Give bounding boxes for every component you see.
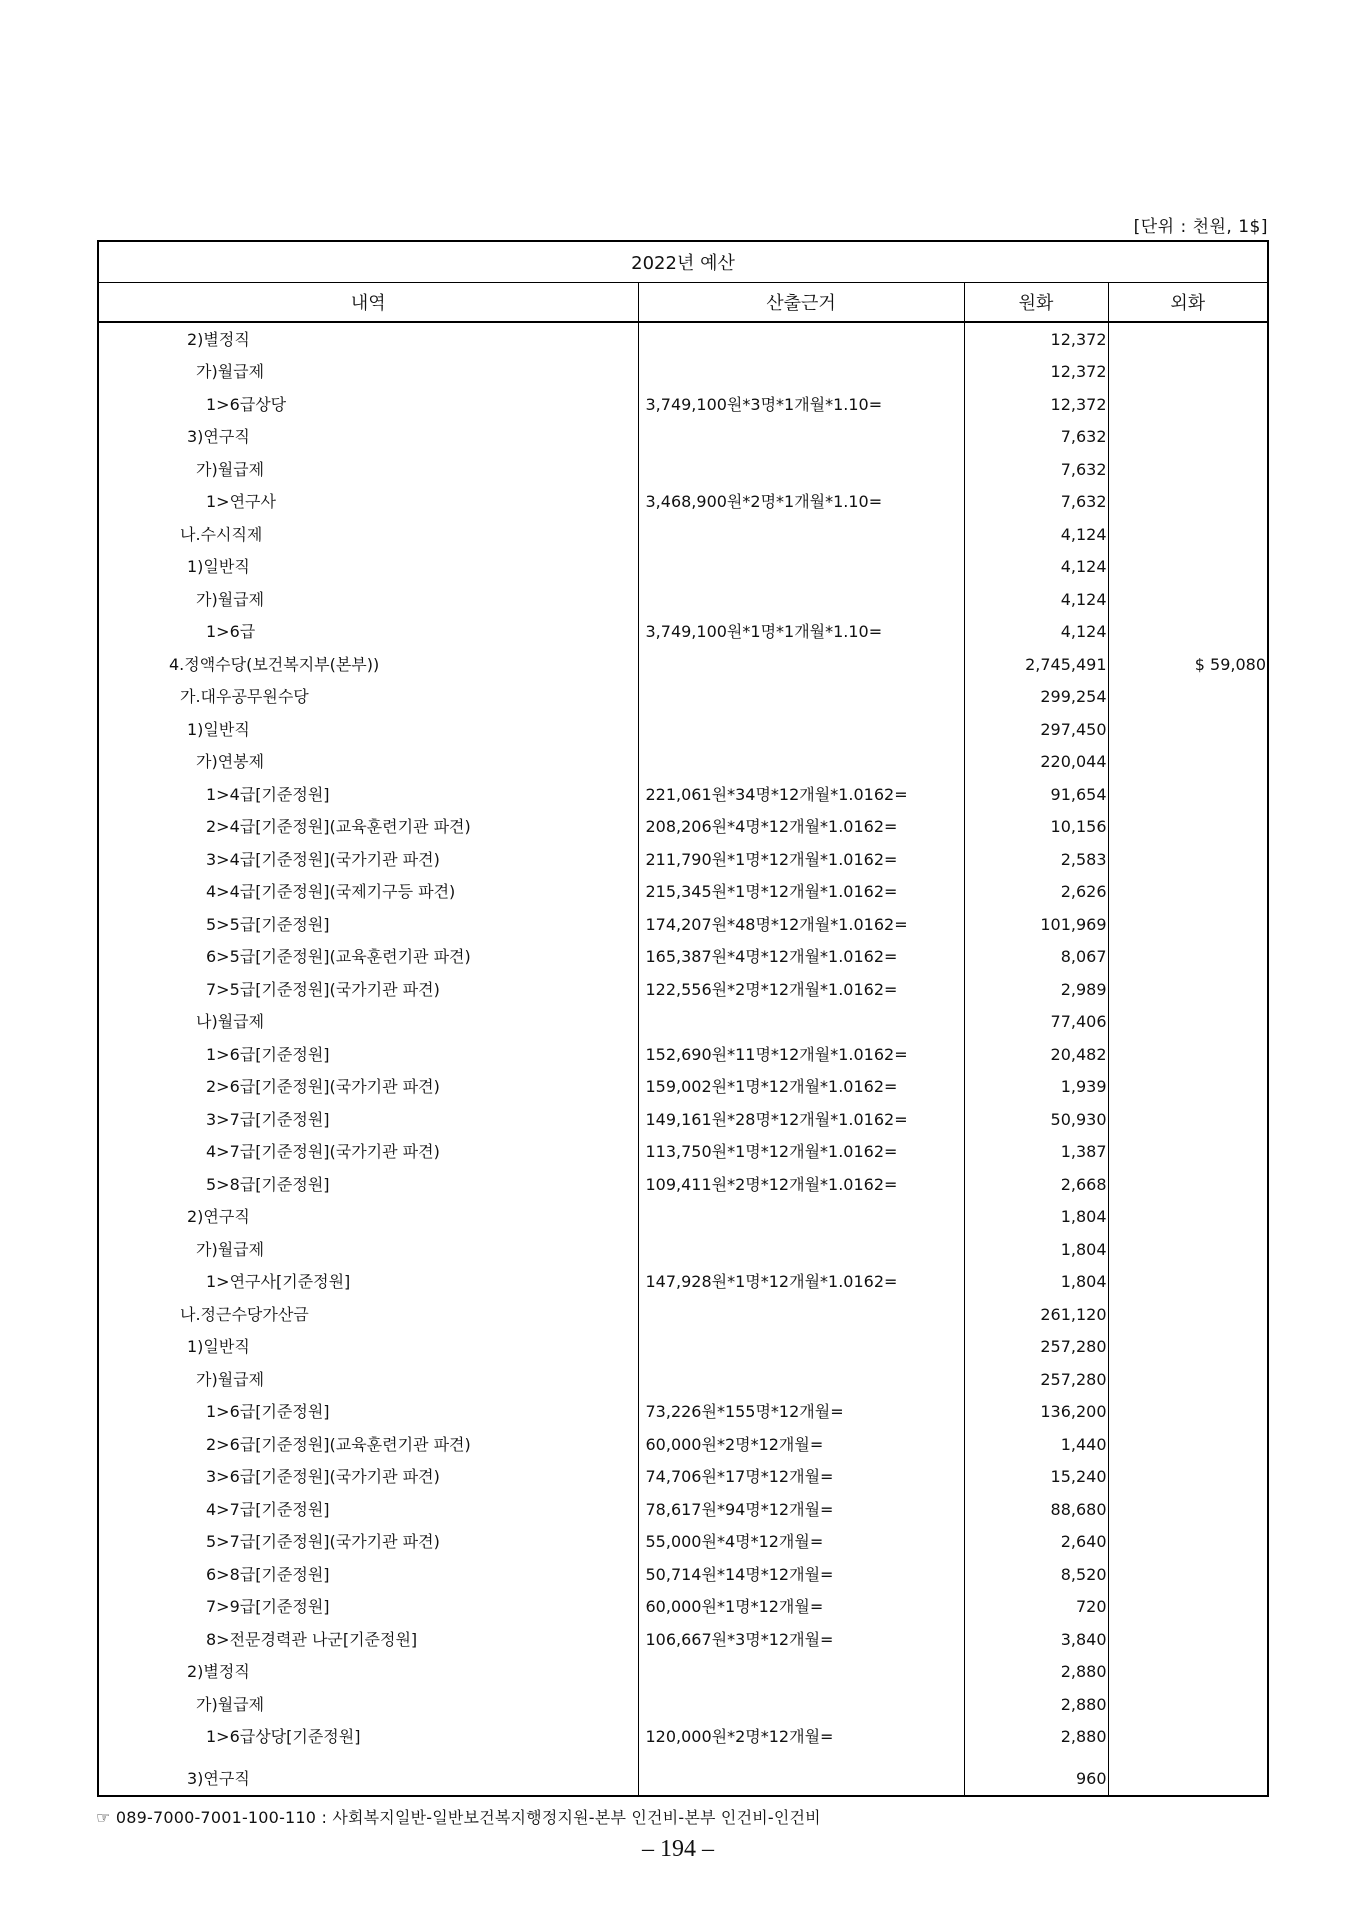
- row-krw: 7,632: [964, 486, 1108, 519]
- row-fx: [1108, 1623, 1268, 1656]
- table-row: [98, 322, 1268, 356]
- row-fx: [1108, 908, 1268, 941]
- row-basis: 159,002원*1명*12개월*1.0162=: [638, 1071, 964, 1104]
- row-krw: 2,989: [964, 973, 1108, 1006]
- row-basis: 174,207원*48명*12개월*1.0162=: [638, 908, 964, 941]
- table-row: [98, 713, 1268, 746]
- row-fx: [1108, 616, 1268, 649]
- table-row: [98, 1493, 1268, 1526]
- row-fx: [1108, 1721, 1268, 1754]
- row-basis: 221,061원*34명*12개월*1.0162=: [638, 778, 964, 811]
- table-row: [98, 681, 1268, 714]
- row-item: 가.대우공무원수당: [98, 681, 638, 714]
- row-basis: 3,749,100원*3명*1개월*1.10=: [638, 388, 964, 421]
- table-row: [98, 388, 1268, 421]
- row-krw: 2,640: [964, 1526, 1108, 1559]
- table-row: [98, 843, 1268, 876]
- row-fx: [1108, 778, 1268, 811]
- row-item: 나.정근수당가산금: [98, 1298, 638, 1331]
- page-number: – 194 –: [642, 1836, 714, 1862]
- row-fx: [1108, 1493, 1268, 1526]
- row-basis: [638, 356, 964, 389]
- row-krw: 297,450: [964, 713, 1108, 746]
- row-item: 나.수시직제: [98, 518, 638, 551]
- unit-note: [단위 : 천원, 1$]: [1133, 217, 1268, 237]
- row-fx: [1108, 811, 1268, 844]
- row-krw: 4,124: [964, 616, 1108, 649]
- row-krw: 2,745,491: [964, 648, 1108, 681]
- row-fx: [1108, 583, 1268, 616]
- row-item: 3)연구직: [98, 421, 638, 454]
- row-basis: [638, 1753, 964, 1796]
- row-krw: 12,372: [964, 322, 1108, 356]
- table-row: [98, 1591, 1268, 1624]
- row-item: 7>5급[기준정원](국가기관 파견): [98, 973, 638, 1006]
- row-basis: [638, 551, 964, 584]
- row-krw: 960: [964, 1753, 1108, 1796]
- row-krw: 10,156: [964, 811, 1108, 844]
- row-fx: [1108, 1006, 1268, 1039]
- row-basis: 152,690원*11명*12개월*1.0162=: [638, 1038, 964, 1071]
- row-krw: 20,482: [964, 1038, 1108, 1071]
- table-row: [98, 356, 1268, 389]
- row-fx: [1108, 1461, 1268, 1494]
- table-row: [98, 1331, 1268, 1364]
- row-fx: [1108, 843, 1268, 876]
- footnote: ☞ 089-7000-7001-100-110 : 사회복지일반-일반보건복지행정지원-본부 인건비-본부 인건비-인건비: [96, 1808, 821, 1827]
- row-fx: [1108, 421, 1268, 454]
- row-item: 1>6급: [98, 616, 638, 649]
- row-basis: 73,226원*155명*12개월=: [638, 1396, 964, 1429]
- table-row: [98, 1103, 1268, 1136]
- row-basis: [638, 1006, 964, 1039]
- row-item: 1>6급[기준정원]: [98, 1038, 638, 1071]
- row-krw: 101,969: [964, 908, 1108, 941]
- table-row: [98, 1266, 1268, 1299]
- row-fx: [1108, 551, 1268, 584]
- row-krw: 8,067: [964, 941, 1108, 974]
- table-row: [98, 746, 1268, 779]
- row-item: 1>4급[기준정원]: [98, 778, 638, 811]
- row-item: 5>8급[기준정원]: [98, 1168, 638, 1201]
- row-fx: [1108, 1233, 1268, 1266]
- col-header-krw: 원화: [964, 283, 1108, 323]
- row-krw: 88,680: [964, 1493, 1108, 1526]
- row-basis: 3,468,900원*2명*1개월*1.10=: [638, 486, 964, 519]
- row-item: 4>7급[기준정원](국가기관 파견): [98, 1136, 638, 1169]
- row-basis: 215,345원*1명*12개월*1.0162=: [638, 876, 964, 909]
- row-basis: [638, 421, 964, 454]
- row-krw: 8,520: [964, 1558, 1108, 1591]
- row-item: 가)월급제: [98, 583, 638, 616]
- table-row: [98, 1298, 1268, 1331]
- row-fx: [1108, 713, 1268, 746]
- row-item: 6>5급[기준정원](교육훈련기관 파견): [98, 941, 638, 974]
- table-row: [98, 616, 1268, 649]
- row-fx: [1108, 681, 1268, 714]
- row-item: 4>4급[기준정원](국제기구등 파견): [98, 876, 638, 909]
- row-basis: 165,387원*4명*12개월*1.0162=: [638, 941, 964, 974]
- table-row: [98, 1721, 1268, 1754]
- row-krw: 1,804: [964, 1266, 1108, 1299]
- row-fx: [1108, 1103, 1268, 1136]
- col-header-basis: 산출근거: [638, 283, 964, 323]
- row-item: 2>6급[기준정원](국가기관 파견): [98, 1071, 638, 1104]
- table-row: [98, 1623, 1268, 1656]
- row-basis: 208,206원*4명*12개월*1.0162=: [638, 811, 964, 844]
- row-krw: 2,583: [964, 843, 1108, 876]
- row-basis: [638, 1201, 964, 1234]
- table-row: [98, 421, 1268, 454]
- row-basis: 60,000원*1명*12개월=: [638, 1591, 964, 1624]
- row-basis: 55,000원*4명*12개월=: [638, 1526, 964, 1559]
- row-basis: 74,706원*17명*12개월=: [638, 1461, 964, 1494]
- table-row: [98, 1006, 1268, 1039]
- row-item: 나)월급제: [98, 1006, 638, 1039]
- row-item: 가)월급제: [98, 356, 638, 389]
- row-basis: [638, 1656, 964, 1689]
- row-basis: 120,000원*2명*12개월=: [638, 1721, 964, 1754]
- row-item: 2)별정직: [98, 322, 638, 356]
- row-item: 가)월급제: [98, 1688, 638, 1721]
- row-krw: 4,124: [964, 583, 1108, 616]
- row-item: 1>6급상당: [98, 388, 638, 421]
- table-row: [98, 518, 1268, 551]
- table-row: [98, 453, 1268, 486]
- row-fx: [1108, 1363, 1268, 1396]
- row-basis: [638, 583, 964, 616]
- row-krw: 77,406: [964, 1006, 1108, 1039]
- table-row: [98, 1233, 1268, 1266]
- row-basis: [638, 1363, 964, 1396]
- col-header-item: 내역: [98, 283, 638, 323]
- row-basis: [638, 518, 964, 551]
- row-krw: 1,804: [964, 1201, 1108, 1234]
- row-krw: 1,939: [964, 1071, 1108, 1104]
- table-row: [98, 648, 1268, 681]
- table-row: [98, 1558, 1268, 1591]
- row-basis: 106,667원*3명*12개월=: [638, 1623, 964, 1656]
- row-basis: 78,617원*94명*12개월=: [638, 1493, 964, 1526]
- row-basis: [638, 746, 964, 779]
- table-row: [98, 973, 1268, 1006]
- row-krw: 12,372: [964, 356, 1108, 389]
- row-krw: 1,387: [964, 1136, 1108, 1169]
- row-fx: [1108, 1266, 1268, 1299]
- row-fx: [1108, 518, 1268, 551]
- table-row: [98, 1688, 1268, 1721]
- row-item: 2)별정직: [98, 1656, 638, 1689]
- row-fx: [1108, 1428, 1268, 1461]
- row-fx: [1108, 1753, 1268, 1796]
- table-row: [98, 1071, 1268, 1104]
- table-row: [98, 1038, 1268, 1071]
- row-basis: 122,556원*2명*12개월*1.0162=: [638, 973, 964, 1006]
- row-krw: 15,240: [964, 1461, 1108, 1494]
- row-item: 1>연구사: [98, 486, 638, 519]
- row-item: 가)연봉제: [98, 746, 638, 779]
- row-fx: [1108, 941, 1268, 974]
- row-fx: [1108, 388, 1268, 421]
- table-row: [98, 778, 1268, 811]
- row-fx: [1108, 1038, 1268, 1071]
- table-row: [98, 908, 1268, 941]
- row-basis: [638, 648, 964, 681]
- row-fx: [1108, 746, 1268, 779]
- table-title: 2022년 예산: [98, 241, 1268, 283]
- table-row: [98, 486, 1268, 519]
- row-krw: 4,124: [964, 551, 1108, 584]
- row-item: 4>7급[기준정원]: [98, 1493, 638, 1526]
- row-fx: [1108, 1396, 1268, 1429]
- row-item: 1)일반직: [98, 713, 638, 746]
- row-krw: 2,668: [964, 1168, 1108, 1201]
- row-item: 가)월급제: [98, 453, 638, 486]
- row-basis: [638, 681, 964, 714]
- row-item: 3)연구직: [98, 1753, 638, 1796]
- row-krw: 7,632: [964, 453, 1108, 486]
- table-row: [98, 1526, 1268, 1559]
- table-row: [98, 941, 1268, 974]
- row-fx: $ 59,080: [1108, 648, 1268, 681]
- row-item: 4.정액수당(보건복지부(본부)): [98, 648, 638, 681]
- row-item: 8>전문경력관 나군[기준정원]: [98, 1623, 638, 1656]
- row-krw: 257,280: [964, 1331, 1108, 1364]
- row-fx: [1108, 486, 1268, 519]
- row-basis: 60,000원*2명*12개월=: [638, 1428, 964, 1461]
- row-item: 1>6급[기준정원]: [98, 1396, 638, 1429]
- row-fx: [1108, 1558, 1268, 1591]
- table-row: [98, 1201, 1268, 1234]
- row-krw: 2,626: [964, 876, 1108, 909]
- row-basis: [638, 1331, 964, 1364]
- row-basis: [638, 1233, 964, 1266]
- col-header-fx: 외화: [1108, 283, 1268, 323]
- row-fx: [1108, 1298, 1268, 1331]
- row-item: 2>6급[기준정원](교육훈련기관 파견): [98, 1428, 638, 1461]
- table-row: [98, 1363, 1268, 1396]
- table-row: [98, 1461, 1268, 1494]
- row-krw: 720: [964, 1591, 1108, 1624]
- row-fx: [1108, 1136, 1268, 1169]
- table-row: [98, 1428, 1268, 1461]
- row-fx: [1108, 1656, 1268, 1689]
- row-basis: [638, 322, 964, 356]
- table-row: [98, 1656, 1268, 1689]
- row-item: 7>9급[기준정원]: [98, 1591, 638, 1624]
- row-krw: 4,124: [964, 518, 1108, 551]
- row-item: 3>7급[기준정원]: [98, 1103, 638, 1136]
- row-basis: 149,161원*28명*12개월*1.0162=: [638, 1103, 964, 1136]
- row-krw: 12,372: [964, 388, 1108, 421]
- row-item: 1>연구사[기준정원]: [98, 1266, 638, 1299]
- row-item: 가)월급제: [98, 1233, 638, 1266]
- table-row: [98, 1168, 1268, 1201]
- row-basis: [638, 453, 964, 486]
- table-row: [98, 583, 1268, 616]
- row-item: 2)연구직: [98, 1201, 638, 1234]
- row-krw: 2,880: [964, 1656, 1108, 1689]
- table-row: [98, 876, 1268, 909]
- row-fx: [1108, 1688, 1268, 1721]
- row-fx: [1108, 973, 1268, 1006]
- row-krw: 91,654: [964, 778, 1108, 811]
- row-fx: [1108, 1201, 1268, 1234]
- row-basis: [638, 713, 964, 746]
- row-basis: [638, 1688, 964, 1721]
- budget-table: [97, 240, 1269, 1797]
- row-fx: [1108, 1591, 1268, 1624]
- row-krw: 7,632: [964, 421, 1108, 454]
- row-krw: 50,930: [964, 1103, 1108, 1136]
- table-row: [98, 811, 1268, 844]
- row-item: 가)월급제: [98, 1363, 638, 1396]
- row-fx: [1108, 1168, 1268, 1201]
- table-row: [98, 1396, 1268, 1429]
- row-item: 3>4급[기준정원](국가기관 파견): [98, 843, 638, 876]
- row-basis: 113,750원*1명*12개월*1.0162=: [638, 1136, 964, 1169]
- row-basis: 109,411원*2명*12개월*1.0162=: [638, 1168, 964, 1201]
- row-basis: [638, 1298, 964, 1331]
- row-basis: 211,790원*1명*12개월*1.0162=: [638, 843, 964, 876]
- row-fx: [1108, 356, 1268, 389]
- row-item: 1)일반직: [98, 1331, 638, 1364]
- row-krw: 1,804: [964, 1233, 1108, 1266]
- row-item: 6>8급[기준정원]: [98, 1558, 638, 1591]
- table-row: [98, 1753, 1268, 1796]
- row-krw: 1,440: [964, 1428, 1108, 1461]
- row-fx: [1108, 322, 1268, 356]
- row-fx: [1108, 1331, 1268, 1364]
- row-basis: 3,749,100원*1명*1개월*1.10=: [638, 616, 964, 649]
- table-body: [98, 322, 1268, 1796]
- table-row: [98, 1136, 1268, 1169]
- row-item: 2>4급[기준정원](교육훈련기관 파견): [98, 811, 638, 844]
- row-basis: 147,928원*1명*12개월*1.0162=: [638, 1266, 964, 1299]
- row-krw: 136,200: [964, 1396, 1108, 1429]
- row-item: 1>6급상당[기준정원]: [98, 1721, 638, 1754]
- row-item: 5>7급[기준정원](국가기관 파견): [98, 1526, 638, 1559]
- row-fx: [1108, 453, 1268, 486]
- row-fx: [1108, 876, 1268, 909]
- row-item: 5>5급[기준정원]: [98, 908, 638, 941]
- row-item: 1)일반직: [98, 551, 638, 584]
- row-krw: 257,280: [964, 1363, 1108, 1396]
- row-krw: 2,880: [964, 1721, 1108, 1754]
- row-krw: 261,120: [964, 1298, 1108, 1331]
- row-fx: [1108, 1526, 1268, 1559]
- row-krw: 220,044: [964, 746, 1108, 779]
- row-item: 3>6급[기준정원](국가기관 파견): [98, 1461, 638, 1494]
- row-fx: [1108, 1071, 1268, 1104]
- row-basis: 50,714원*14명*12개월=: [638, 1558, 964, 1591]
- row-krw: 299,254: [964, 681, 1108, 714]
- row-krw: 3,840: [964, 1623, 1108, 1656]
- row-krw: 2,880: [964, 1688, 1108, 1721]
- table-row: [98, 551, 1268, 584]
